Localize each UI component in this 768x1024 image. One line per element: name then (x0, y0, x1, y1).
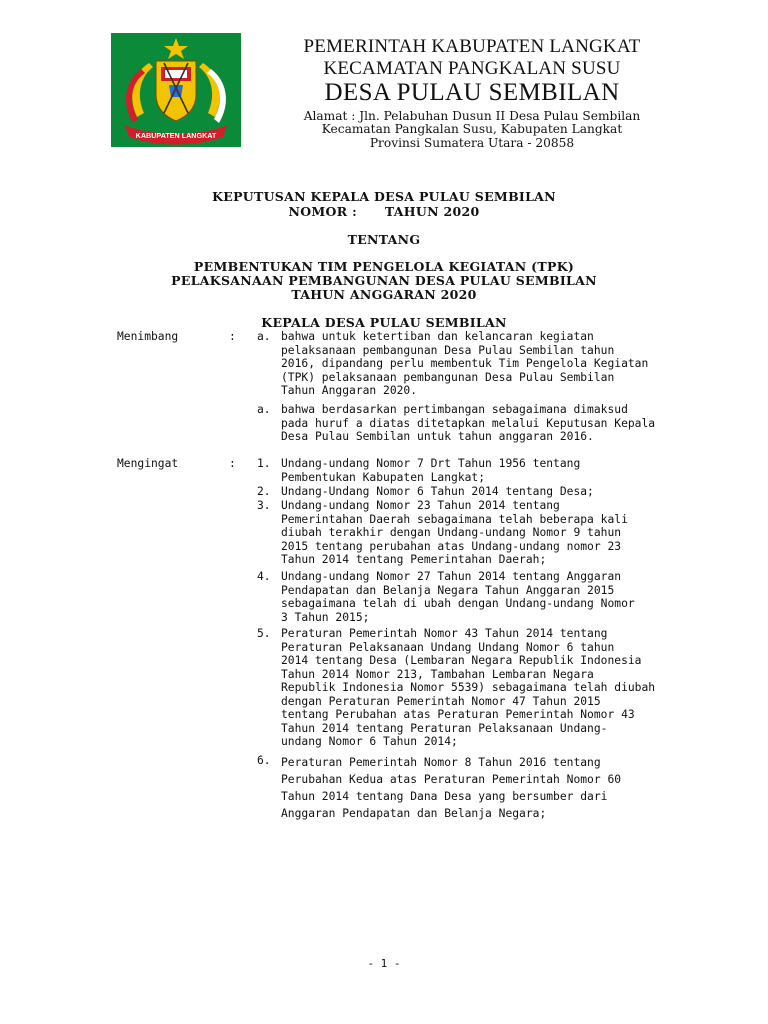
item-text (281, 754, 687, 822)
item-line: Peraturan Pemerintah Nomor 8 Tahun 2016 tentang (281, 756, 601, 769)
item-line: Pendapatan dan Belanja Negara Tahun Anggaran 2015 (281, 583, 615, 597)
item-line: pelaksanaan pembangunan Desa Pulau Sembilan tahun (281, 343, 615, 357)
item-text (281, 627, 687, 749)
item-line: Desa Pulau Sembilan untuk tahun anggaran 2016. (281, 430, 594, 443)
item-marker: 2. (257, 485, 271, 498)
item-text (281, 330, 687, 398)
item-line: 2016, dipandang perlu membentuk Tim Pengelola Kegiatan (281, 357, 649, 370)
item-line: Tahun 2014 Nomor 213, Tambahan Lembaran Negara (281, 667, 594, 681)
mengingat-colon: : (229, 457, 236, 470)
item-line: Peraturan Pelaksanaan Undang Undang Nomor 6 tahun (281, 640, 615, 654)
item-text (281, 570, 687, 624)
item-marker: 5. (257, 627, 271, 640)
item-line: Tahun 2014 tentang Pemerintahan Daerah; (281, 553, 547, 566)
address-line-1: Alamat : Jln. Pelabuhan Dusun II Desa Pulau Sembilan (303, 109, 641, 123)
item-line: Undang-undang Nomor 27 Tahun 2014 tentang Anggaran (281, 570, 622, 583)
menimbang-label: Menimbang (117, 330, 179, 343)
item-line: dengan Peraturan Pemerintah Nomor 47 Tahun 2015 (281, 694, 601, 708)
item-line: Anggaran Pendapatan dan Belanja Negara; (281, 807, 547, 820)
item-line: Undang-Undang Nomor 6 Tahun 2014 tentang Desa; (281, 485, 594, 498)
item-line: 3 Tahun 2015; (281, 610, 370, 624)
item-line: tentang Perubahan atas Peraturan Pemerintah Nomor 43 (281, 708, 635, 721)
item-marker: a. (257, 403, 271, 416)
item-marker: 1. (257, 457, 271, 470)
item-line: sebagaimana telah di ubah dengan Undang-undang Nomor (281, 597, 635, 610)
item-line: Pembentukan Kabupaten Langkat; (281, 470, 486, 484)
item-marker: 6. (257, 754, 271, 767)
subject-line-1: PEMBENTUKAN TIM PENGELOLA KEGIATAN (TPK) (193, 259, 575, 274)
kabupaten-langkat-logo (111, 33, 241, 147)
village-line: DESA PULAU SEMBILAN (324, 79, 620, 106)
menimbang-colon: : (229, 330, 236, 343)
item-line: Tahun 2014 tentang Dana Desa yang bersumber dari (281, 790, 608, 803)
page-number: - 1 - (367, 957, 401, 970)
item-line: Tahun Anggaran 2020. (281, 384, 418, 397)
address-line-3: Provinsi Sumatera Utara - 20858 (369, 136, 575, 150)
government-line: PEMERINTAH KABUPATEN LANGKAT (303, 36, 641, 57)
item-marker: a. (257, 330, 271, 343)
item-line: Undang-undang Nomor 7 Drt Tahun 1956 tentang (281, 457, 581, 470)
item-line: bahwa untuk ketertiban dan kelancaran kegiatan (281, 330, 594, 343)
item-line: 2014 tentang Desa (Lembaran Negara Republik Indonesia (281, 654, 642, 667)
item-marker: 4. (257, 570, 271, 583)
issuer-heading: KEPALA DESA PULAU SEMBILAN (261, 315, 507, 330)
item-text (281, 485, 687, 499)
item-line: Perubahan Kedua atas Peraturan Pemerintah Nomor 60 (281, 773, 622, 786)
item-text (281, 499, 687, 567)
decree-title: KEPUTUSAN KEPALA DESA PULAU SEMBILAN (212, 189, 556, 204)
item-text (281, 403, 687, 444)
item-line: Tahun 2014 tentang Peraturan Pelaksanaan Undang- (281, 721, 608, 735)
item-line: bahwa berdasarkan pertimbangan sebagaimana dimaksud (281, 403, 628, 416)
subject-line-2: PELAKSANAAN PEMBANGUNAN DESA PULAU SEMBILAN (171, 273, 597, 288)
tentang-heading: TENTANG (347, 232, 421, 247)
item-marker: 3. (257, 499, 271, 512)
item-line: diubah terakhir dengan Undang-undang Nomor 9 tahun (281, 526, 622, 539)
item-line: Peraturan Pemerintah Nomor 43 Tahun 2014 tentang (281, 627, 608, 640)
decree-number: NOMOR : TAHUN 2020 (288, 204, 480, 219)
item-text (281, 457, 687, 484)
letterhead (0, 0, 768, 160)
item-line: 2015 tentang perubahan atas Undang-undang nomor 23 (281, 539, 622, 553)
item-line: Pemerintahan Daerah sebagaimana telah beberapa kali (281, 512, 628, 526)
district-line: KECAMATAN PANGKALAN SUSU (323, 58, 621, 79)
address-line-2: Kecamatan Pangkalan Susu, Kabupaten Langkat (321, 122, 623, 136)
item-line: Republik Indonesia Nomor 5539) sebagaimana telah diubah (281, 681, 656, 694)
item-line: (TPK) pelaksanaan pembangunan Desa Pulau Sembilan (281, 370, 615, 384)
logo-ribbon-text: KABUPATEN LANGKAT (135, 131, 217, 140)
item-line: undang Nomor 6 Tahun 2014; (281, 735, 458, 748)
item-line: pada huruf a diatas ditetapkan melalui Keputusan Kepala (281, 416, 656, 430)
mengingat-label: Mengingat (117, 457, 179, 470)
item-line: Undang-undang Nomor 23 Tahun 2014 tentang (281, 499, 560, 512)
subject-line-3: TAHUN ANGGARAN 2020 (291, 287, 477, 302)
